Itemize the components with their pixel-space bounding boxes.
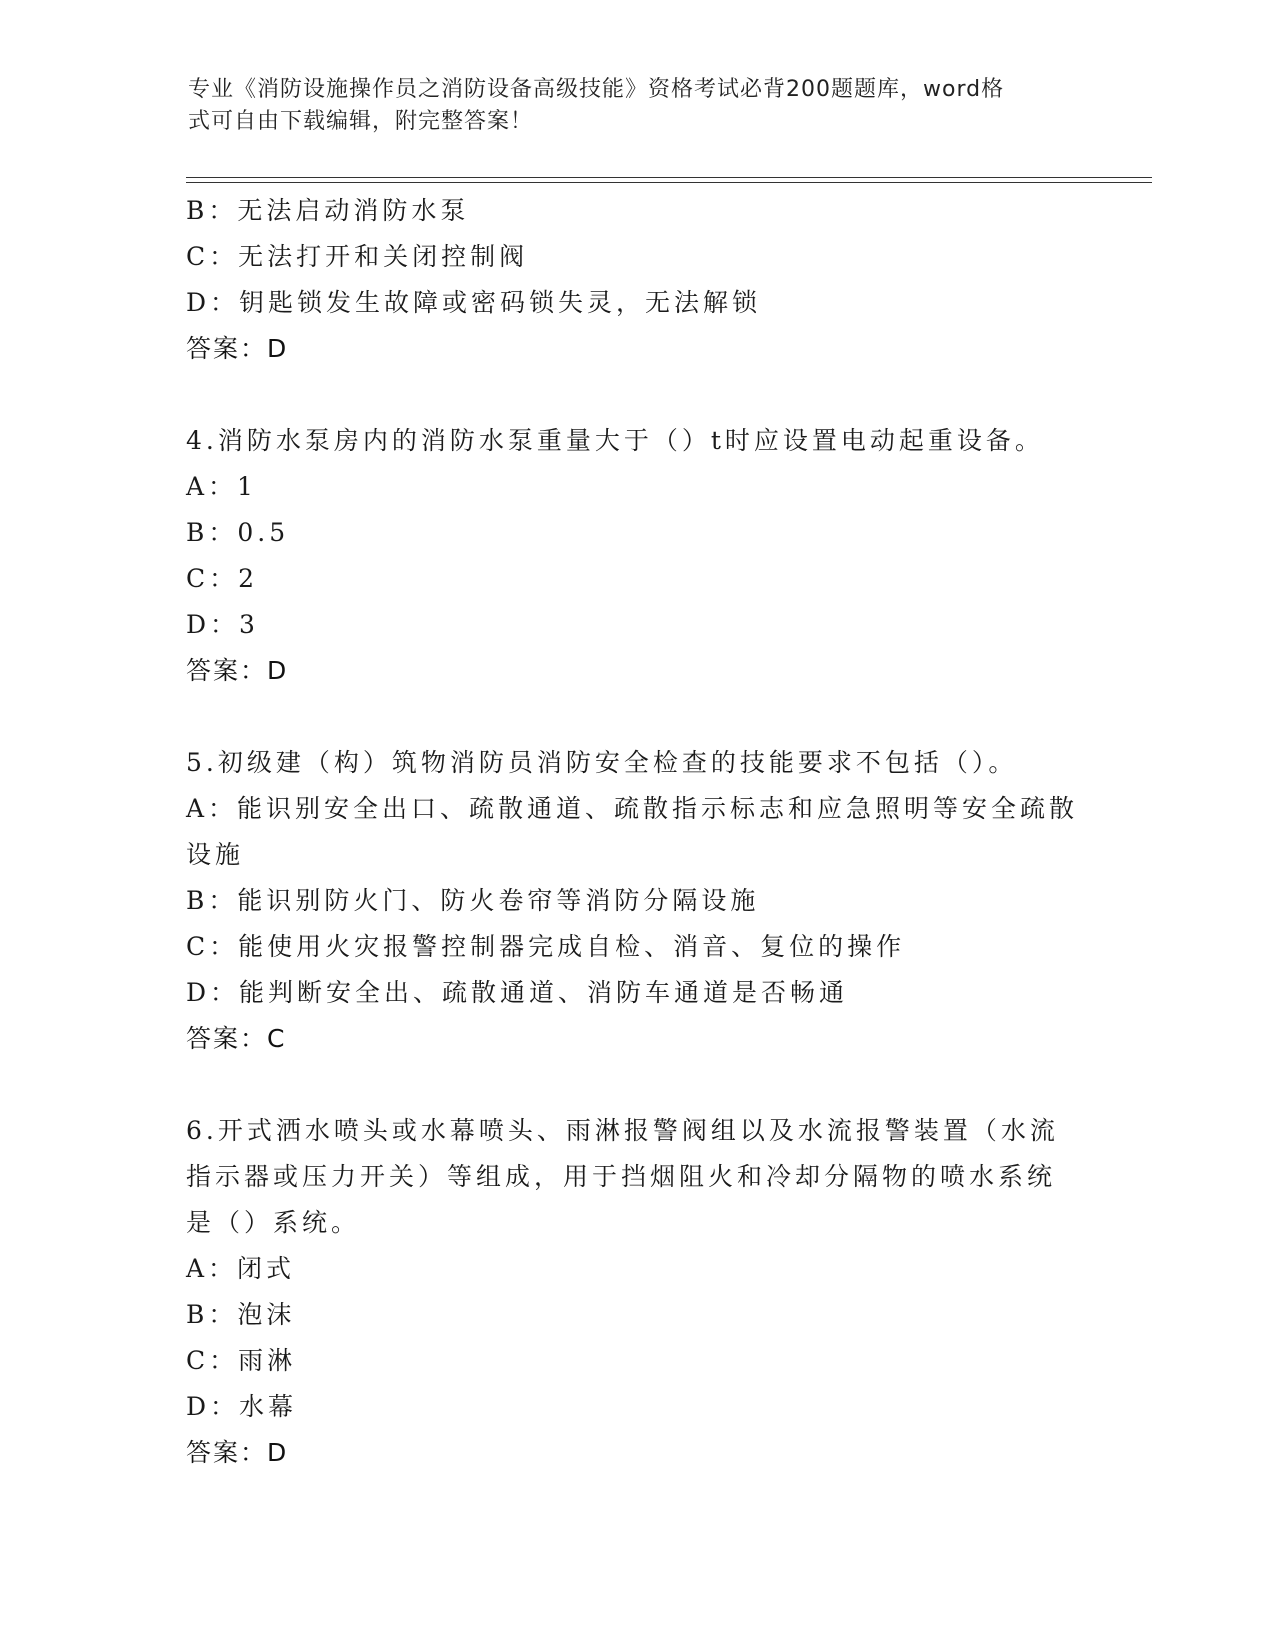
q6-option-a: A：闭式 (186, 1254, 296, 1283)
q5-option-a-line-1: A：能识别安全出口、疏散通道、疏散指示标志和应急照明等安全疏散 (186, 794, 1079, 823)
q6-option-c: C：雨淋 (186, 1346, 297, 1375)
q5-option-c: C：能使用火灾报警控制器完成自检、消音、复位的操作 (186, 932, 906, 961)
q6-option-b: B：泡沫 (186, 1300, 296, 1329)
q5-answer (186, 1016, 1086, 1062)
header-divider-bottom (186, 182, 1152, 183)
q3-answer (186, 326, 1086, 372)
header-line-1: 专业《消防设施操作员之消防设备高级技能》资格考试必背200题题库，word格 (188, 77, 1005, 102)
q5-option-d: D：能判断安全出、疏散通道、消防车通道是否畅通 (186, 978, 849, 1007)
spacer (186, 1062, 1086, 1108)
q3-option-d: D：钥匙锁发生故障或密码锁失灵，无法解锁 (186, 288, 762, 317)
q5-option-b: B：能识别防火门、防火卷帘等消防分隔设施 (186, 886, 760, 915)
q6-question-line-3: 是（）系统。 (186, 1208, 361, 1237)
q3-answer-value: D (267, 334, 288, 363)
q4-option-a: A：1 (186, 472, 257, 501)
q4-option-b: B：0.5 (186, 518, 290, 547)
question-4 (186, 418, 1086, 694)
q6-question-line-1: 6.开式洒水喷头或水幕喷头、雨淋报警阀组以及水流报警装置（水流 (186, 1116, 1059, 1145)
q5-answer-label: 答案： (186, 1024, 268, 1053)
q6-question-line-2: 指示器或压力开关）等组成，用于挡烟阻火和冷却分隔物的喷水系统 (186, 1162, 1057, 1191)
q4-answer-value: D (267, 656, 288, 685)
question-3 (186, 188, 1086, 372)
q3-option-b: B：无法启动消防水泵 (186, 196, 470, 225)
q6-answer-label: 答案： (186, 1438, 268, 1467)
document-header (188, 74, 1068, 138)
header-line-2: 式可自由下载编辑，附完整答案！ (188, 109, 534, 134)
question-5 (186, 740, 1086, 1062)
question-6 (186, 1108, 1086, 1476)
q4-option-d: D：3 (186, 610, 259, 639)
q3-option-c: C：无法打开和关闭控制阀 (186, 242, 529, 271)
spacer (186, 372, 1086, 418)
q6-answer-value: D (267, 1438, 288, 1467)
spacer (186, 694, 1086, 740)
q3-answer-label: 答案： (186, 334, 268, 363)
q5-answer-value: C (267, 1024, 286, 1053)
question-content (186, 188, 1086, 1476)
q5-option-a-line-2: 设施 (186, 840, 245, 869)
header-divider-top (186, 177, 1152, 178)
q6-answer (186, 1430, 1086, 1476)
q6-option-d: D：水幕 (186, 1392, 298, 1421)
q5-question: 5.初级建（构）筑物消防员消防安全检查的技能要求不包括（）。 (186, 748, 1018, 777)
q4-option-c: C：2 (186, 564, 259, 593)
q4-answer-label: 答案： (186, 656, 268, 685)
q4-question: 4.消防水泵房内的消防水泵重量大于（）t时应设置电动起重设备。 (186, 426, 1044, 455)
q4-answer (186, 648, 1086, 694)
